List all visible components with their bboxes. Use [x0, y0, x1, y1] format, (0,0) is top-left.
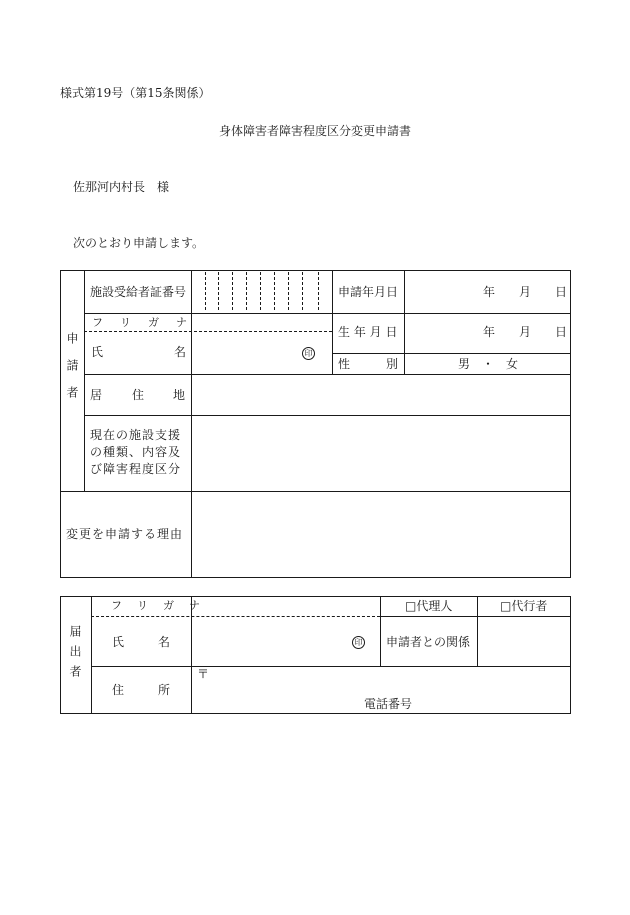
- relation-label: 申請者との関係: [386, 635, 471, 649]
- notifier-furigana-label: フ リ ガ ナ: [111, 599, 202, 612]
- phone-label: 電話番号: [364, 697, 413, 711]
- addressee: 佐那河内村長 様: [73, 180, 170, 194]
- name-label-second: 名: [174, 345, 187, 359]
- notifier-name-label-first: 氏: [112, 635, 125, 649]
- reason-label: 変更を申請する理由: [66, 527, 184, 541]
- application-date-year: 年: [483, 285, 496, 299]
- sex-label-2: 別: [386, 357, 399, 371]
- facility-label-line-3: び障害程度区分: [90, 462, 182, 476]
- notifier-address-label-2: 所: [158, 683, 171, 697]
- applicant-seal-icon: 印: [302, 347, 315, 360]
- intro-text: 次のとおり申請します。: [73, 236, 205, 250]
- notifier-address-label-1: 住: [112, 683, 125, 697]
- application-date-day: 日: [555, 285, 568, 299]
- application-date-month: 月: [519, 285, 532, 299]
- applicant-side-label: 申請者: [65, 332, 79, 413]
- notifier-name-label-second: 名: [158, 635, 171, 649]
- cert-number-label: 施設受給者証番号: [90, 285, 187, 299]
- proxy-option[interactable]: □代行者: [500, 599, 548, 613]
- postal-mark: 〒: [197, 667, 210, 681]
- agent-option[interactable]: □代理人: [405, 599, 453, 613]
- facility-label-line-2: の種類、内容及: [90, 445, 182, 459]
- facility-label-line-1: 現在の施設支援: [90, 428, 182, 442]
- form-number: 様式第19号（第15条関係）: [60, 86, 211, 100]
- residence-label-3: 地: [173, 388, 186, 402]
- furigana-label: フ リ ガ ナ: [92, 316, 190, 329]
- birthdate-label: 生 年 月 日: [338, 325, 398, 339]
- sex-label-1: 性: [338, 357, 351, 371]
- name-label-first: 氏: [91, 345, 104, 359]
- birthdate-month: 月: [519, 325, 532, 339]
- sex-options: 男 ・ 女: [458, 357, 519, 371]
- birthdate-year: 年: [483, 325, 496, 339]
- notifier-side-label: 届出者: [68, 625, 82, 685]
- residence-label-2: 住: [132, 388, 145, 402]
- application-date-label: 申請年月日: [338, 285, 399, 299]
- birthdate-day: 日: [555, 325, 568, 339]
- form-title: 身体障害者障害程度区分変更申請書: [218, 124, 411, 138]
- notifier-seal-icon: 印: [352, 636, 365, 649]
- residence-label-1: 居: [90, 388, 103, 402]
